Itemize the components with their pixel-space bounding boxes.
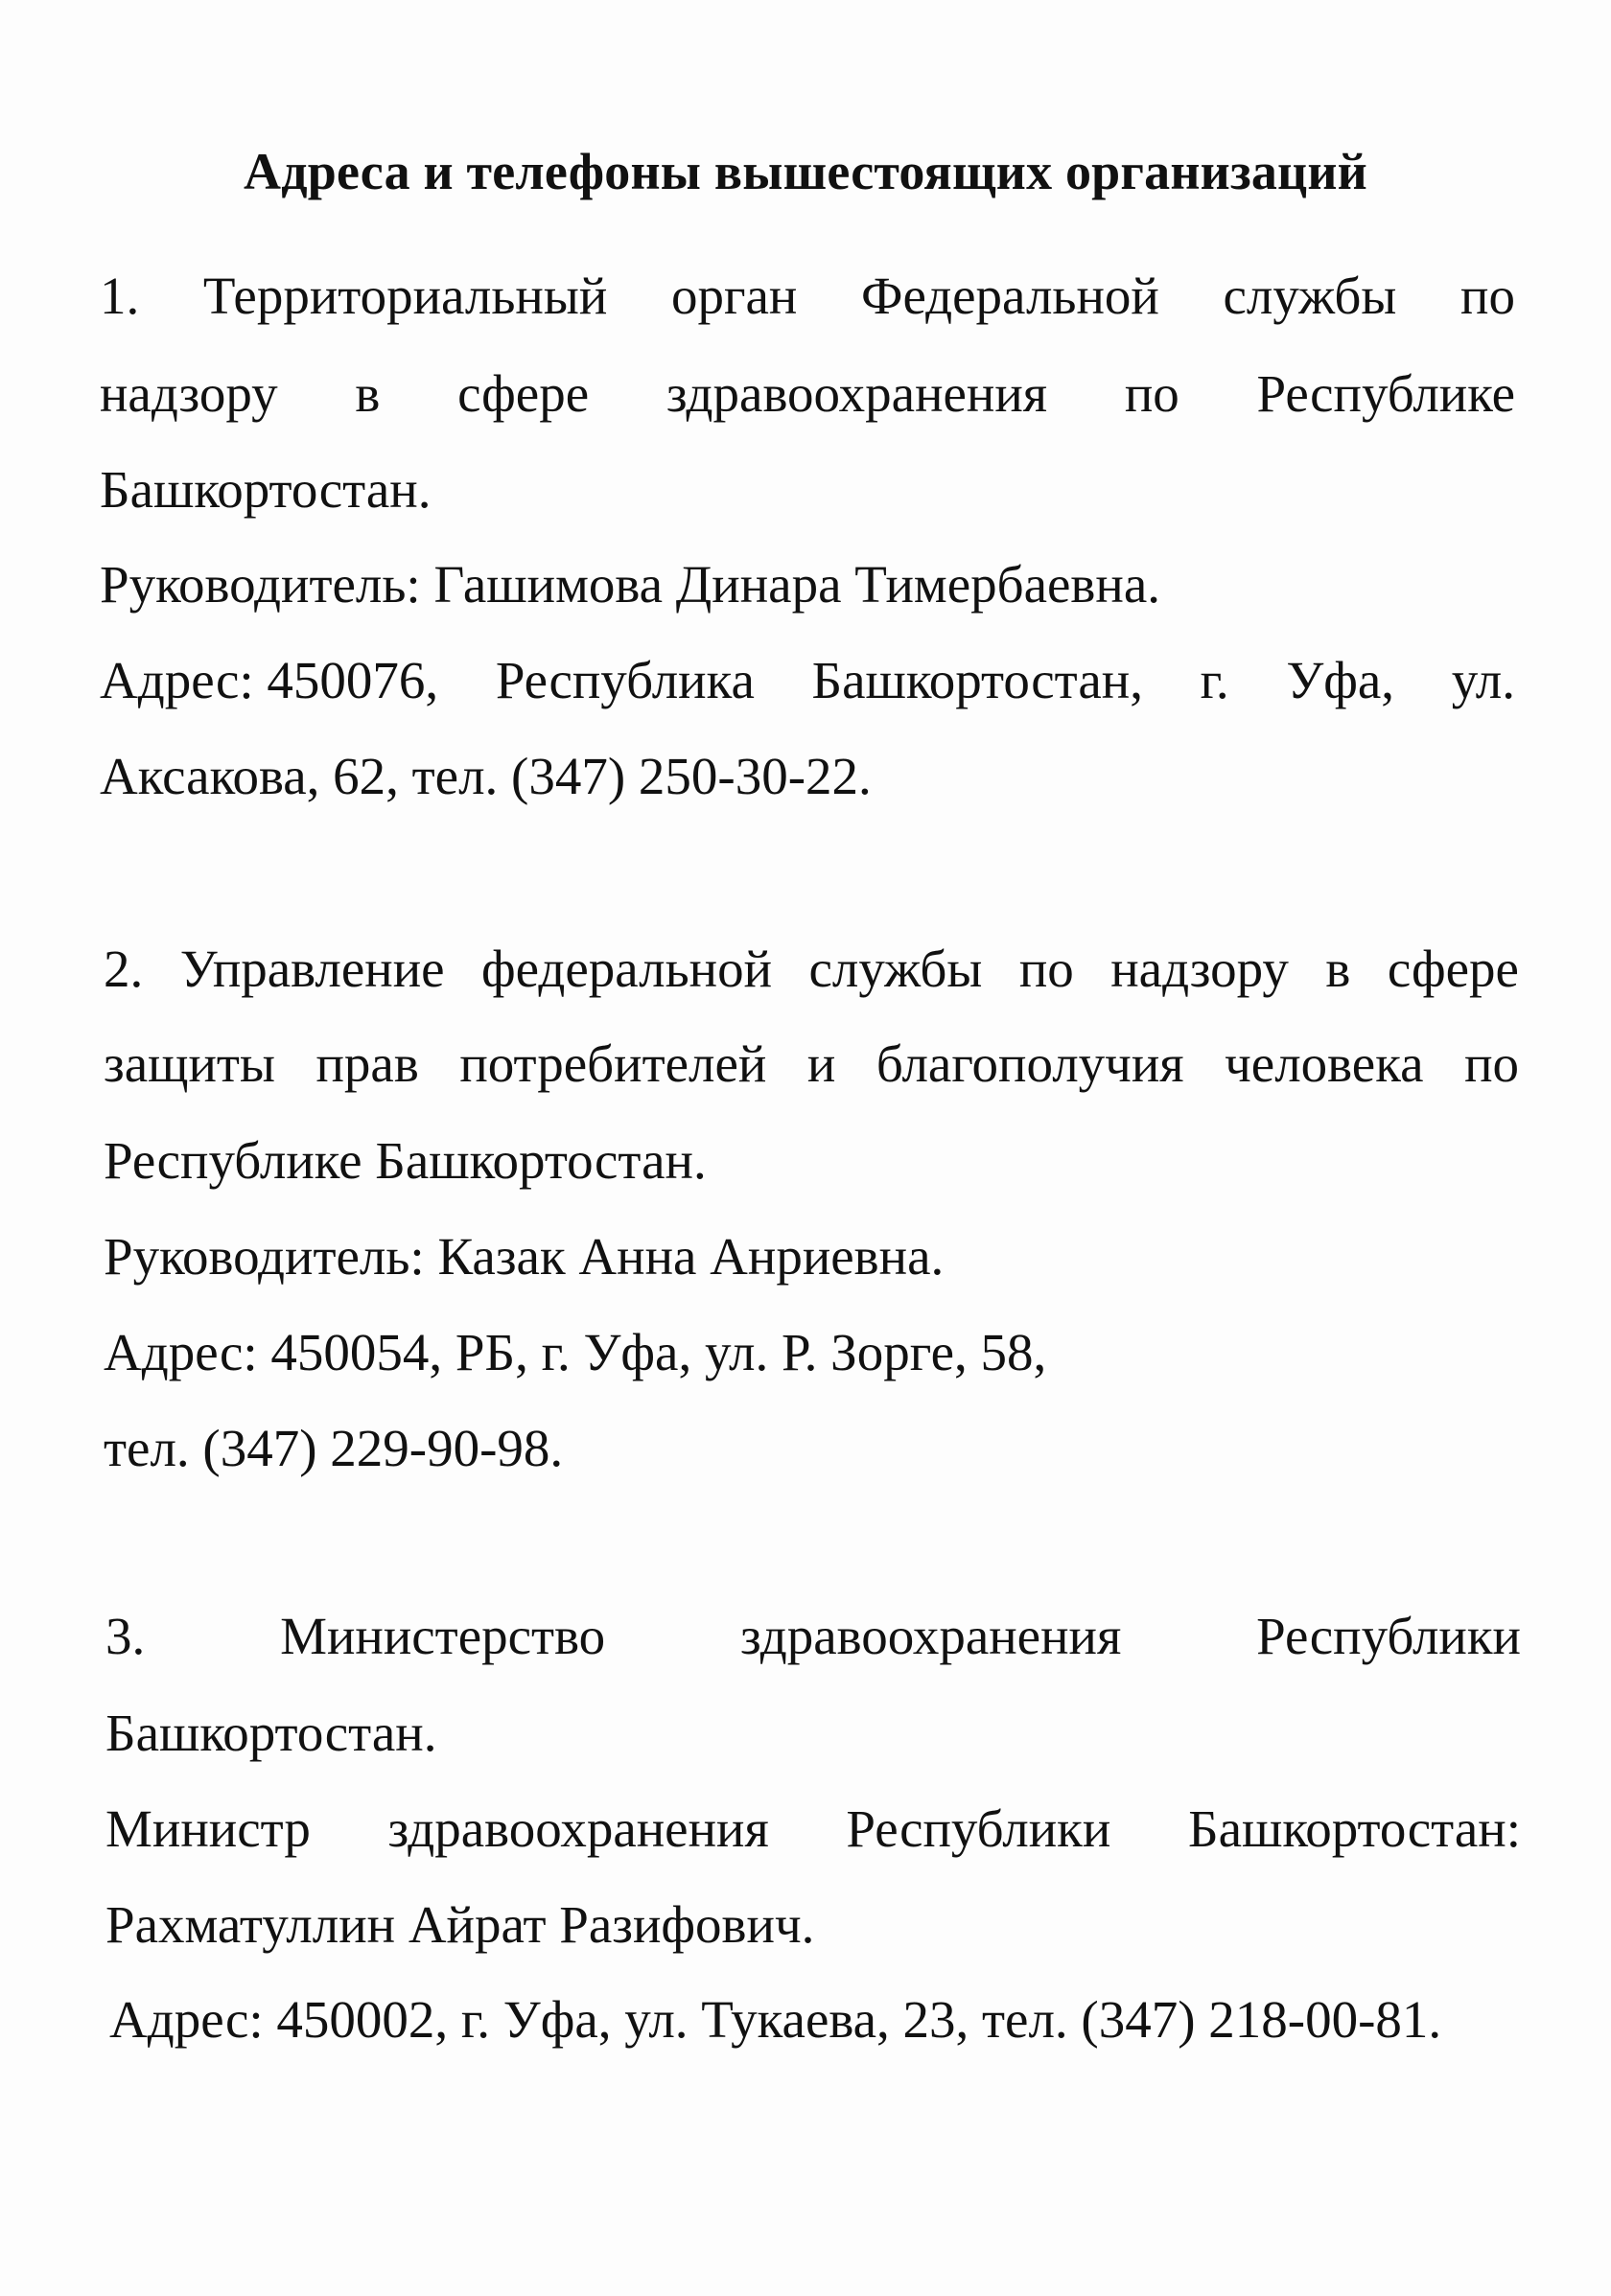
section-2-line-1 (104, 939, 1519, 999)
word: в (355, 364, 381, 423)
word: по (1464, 1034, 1519, 1093)
section-2-head: Руководитель: Казак Анна Анриевна. (104, 1227, 945, 1286)
word: в (1325, 939, 1351, 998)
word: Республики (846, 1799, 1111, 1858)
word: Республики (1256, 1607, 1521, 1665)
word: надзору (100, 364, 278, 423)
section-1-address-line-1 (100, 651, 1515, 710)
section-2-line-3: Республике Башкортостан. (104, 1131, 707, 1190)
word: надзору (1110, 939, 1289, 998)
word: Республике (1256, 364, 1515, 423)
section-3-head-line-1 (105, 1799, 1521, 1859)
word: здравоохранения (739, 1607, 1122, 1665)
word: 2. (104, 939, 144, 998)
word: Уфа, (1286, 651, 1395, 709)
section-2-address-line-2: тел. (347) 229-90-98. (104, 1419, 564, 1477)
word: здравоохранения (387, 1799, 769, 1858)
word: службы (1223, 267, 1397, 325)
word: благополучия (876, 1034, 1184, 1093)
word: по (1018, 939, 1074, 998)
word: Федеральной (861, 267, 1159, 325)
section-1-address-line-2: Аксакова, 62, тел. (347) 250-30-22. (100, 747, 872, 805)
word: и (806, 1034, 836, 1093)
word: здравоохранения (665, 364, 1048, 423)
word: Территориальный (202, 267, 608, 325)
word: 1. (100, 267, 140, 325)
word: по (1124, 364, 1179, 423)
word: по (1460, 267, 1515, 325)
word: сфере (457, 364, 590, 423)
section-1-line-2 (100, 364, 1515, 424)
word: г. (1200, 651, 1229, 709)
section-3-address: Адрес: 450002, г. Уфа, ул. Тукаева, 23, тел. (347) 218-00-81. (109, 1990, 1442, 2049)
word: потребителей (459, 1034, 767, 1093)
word: Адрес: 450076, (100, 651, 439, 709)
word: 3. (105, 1607, 146, 1665)
word: прав (315, 1034, 419, 1093)
word: Башкортостан, (811, 651, 1143, 709)
section-3-line-1 (105, 1607, 1521, 1666)
page-title: Адреса и телефоны вышестоящих организаций (244, 143, 1367, 200)
word: Министерство (280, 1607, 606, 1665)
section-1-head: Руководитель: Гашимова Динара Тимербаевна. (100, 555, 1160, 614)
section-3-line-2: Башкортостан. (105, 1704, 437, 1762)
word: Башкортостан: (1188, 1799, 1521, 1858)
word: Управление (179, 939, 445, 998)
word: Республика (495, 651, 755, 709)
word: службы (808, 939, 983, 998)
word: Министр (105, 1799, 311, 1858)
word: орган (670, 267, 798, 325)
section-3-head-line-2: Рахматуллин Айрат Разифович. (105, 1895, 815, 1954)
word: человека (1225, 1034, 1424, 1093)
word: сфере (1387, 939, 1519, 998)
word: ул. (1451, 651, 1515, 709)
word: защиты (104, 1034, 275, 1093)
section-1-line-1 (100, 267, 1515, 326)
section-2-line-2 (104, 1034, 1519, 1094)
section-2-address-line-1: Адрес: 450054, РБ, г. Уфа, ул. Р. Зорге, 58, (104, 1323, 1047, 1381)
word: федеральной (481, 939, 773, 998)
section-1-line-3: Башкортостан. (100, 460, 432, 519)
